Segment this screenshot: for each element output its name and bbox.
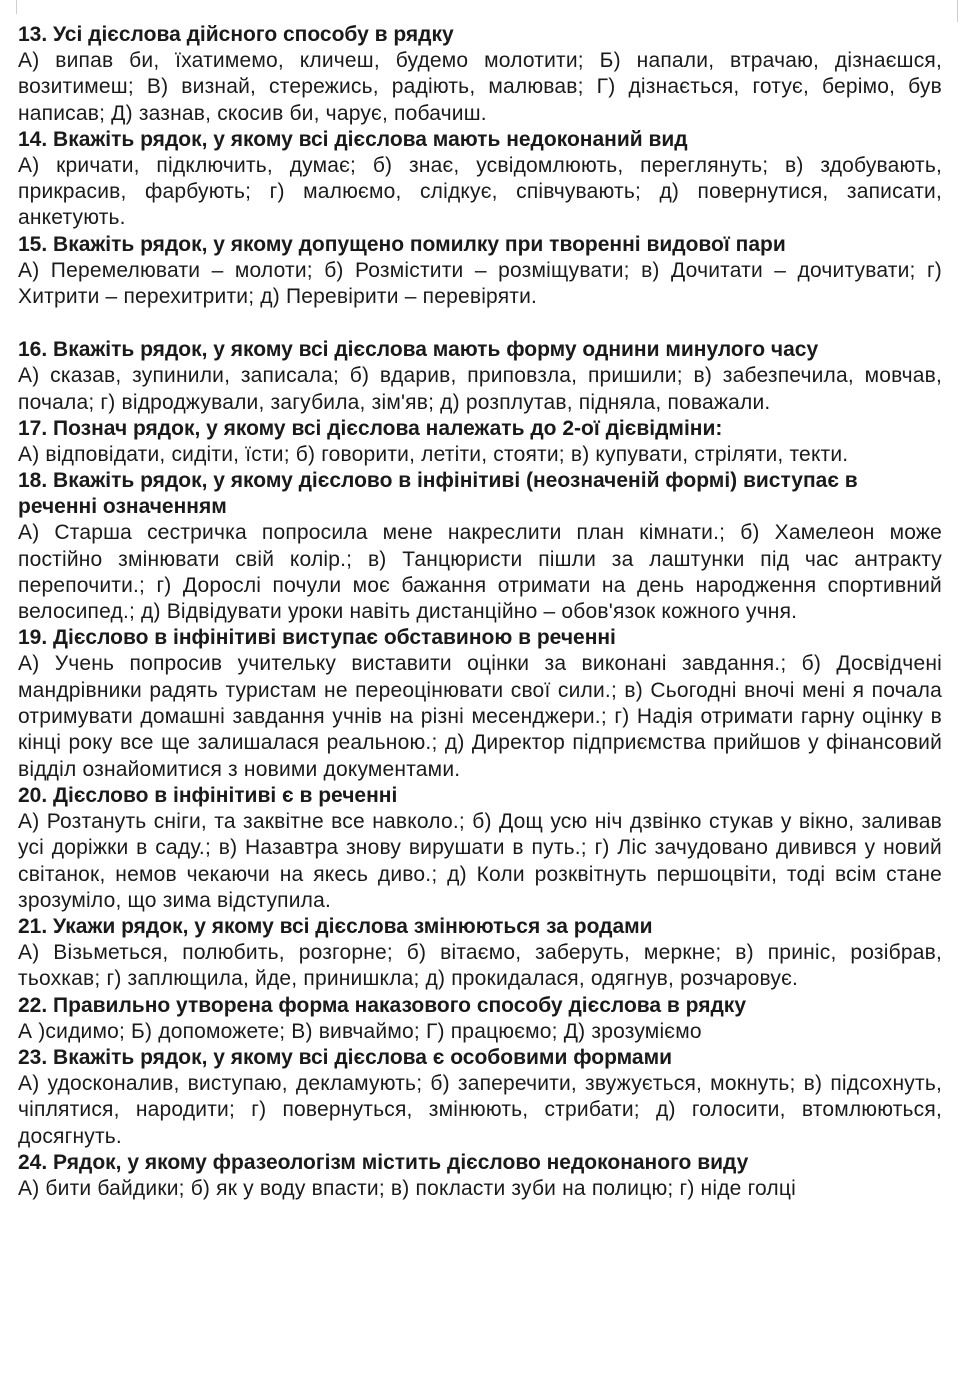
- question-16: [18, 337, 942, 416]
- question-24: [18, 1150, 942, 1202]
- question-title: 13. Усі дієслова дійсного способу в рядку: [18, 23, 454, 46]
- question-options: А) Перемелювати – молоти; б) Розмістити – розміщувати; в) Дочитати – дочитувати; г) Хитрити – перехитрити; д) Перевірити – перевіряти.: [18, 258, 942, 309]
- question-title: 17. Познач рядок, у якому всі дієслова належать до 2-ої дієвідміни:: [18, 416, 723, 440]
- question-17: [18, 416, 942, 468]
- page-corner-left: [0, 0, 17, 14]
- question-options: А) Візьметься, полюбить, розгорне; б) вітаємо, заберуть, меркне; в) приніс, розібрав, тьохкав; г) заплющила, йде, принишкла; д) прокидалася, одягнув, розчаровує.: [18, 941, 942, 991]
- question-22: [18, 993, 942, 1045]
- question-title: 15. Вкажіть рядок, у якому допущено помилку при творенні видової пари: [18, 232, 786, 256]
- question-title: 21. Укажи рядок, у якому всі дієслова змінюються за родами: [18, 915, 653, 939]
- question-21: [18, 914, 942, 993]
- page-corner-right: [957, 0, 976, 22]
- question-title: 18. Вкажіть рядок, у якому дієслово в інфінітиві (неозначеній формі) виступає в реченні означенням: [18, 469, 858, 519]
- question-options: А) бити байдики; б) як у воду впасти; в) покласти зуби на полицю; г) ніде голці: [18, 1176, 796, 1200]
- question-title: 20. Дієслово в інфінітиві є в реченні: [18, 783, 398, 807]
- question-options: А) сказав, зупинили, записала; б) вдарив, приповзла, пришили; в) забезпечила, мовчав, почала; г) відроджували, загубила, зім'яв; д) розплутав, підняла, поважали.: [18, 364, 942, 414]
- question-title: 23. Вкажіть рядок, у якому всі дієслова є особовими формами: [18, 1046, 673, 1070]
- question-20: [18, 783, 942, 914]
- question-title: 22. Правильно утворена форма наказового способу дієслова в рядку: [18, 993, 746, 1017]
- question-15: [18, 232, 942, 311]
- question-14: [18, 127, 942, 232]
- question-options: А) Учень попросив учительку виставити оцінки за виконані завдання.; б) Досвідчені мандрівники радять туристам не переоцінювати свої сили.; в) Сьогодні вночі мені я почала отримувати домашні завдання учнів на різні месенджери.; г) Надія отримати гарну оцінку в кінці року все ще залишалася реальною.; д) Директор підприємства прийшов у фінансовий відділ ознайомитися з новими документами.: [18, 652, 942, 781]
- question-19: [18, 625, 942, 782]
- question-options: А) Розтануть сніги, та заквітне все навколо.; б) Дощ усю ніч дзвінко стукав у вікно, заливав усі доріжки в саду.; в) Назавтра знову вирушати в путь.; г) Ліс зачудовано дивився у новий світанок, немов чекаючи на якесь диво.; д) Коли розквітнуть першоцвіти, тоді всім стане зрозуміло, що зима відступила.: [18, 809, 942, 912]
- question-13: [18, 22, 942, 127]
- question-23: [18, 1045, 942, 1150]
- question-title: 19. Дієслово в інфінітиві виступає обставиною в реченні: [18, 626, 616, 650]
- question-options: А) кричати, підключить, думає; б) знає, усвідомлюють, переглянуть; в) здобувають, прикрасив, фарбують; г) малюємо, слідкує, співчувають; д) повернутися, записати, анкетують.: [18, 153, 942, 230]
- question-title: 14. Вкажіть рядок, у якому всі дієслова мають недоконаний вид: [18, 127, 688, 151]
- question-18: [18, 468, 942, 625]
- question-options: А) випав би, їхатимемо, кличеш, будемо молотити; Б) напали, втрачаю, дізнаєшся, возитимеш; В) визнай, стережись, радіють, малював; Г) дізнається, готує, берімо, був написав; Д) зазнав, скосив би, чарує, побачиш.: [18, 49, 942, 125]
- question-title: 24. Рядок, у якому фразеологізм містить дієслово недоконаного виду: [18, 1150, 749, 1174]
- document-page: [18, 22, 942, 1202]
- blank-line: [18, 310, 942, 337]
- question-options: А) відповідати, сидіти, їсти; б) говорити, летіти, стояти; в) купувати, стріляти, текти.: [18, 442, 849, 466]
- question-options: А )сидимо; Б) допоможете; В) вивчаймо; Г) працюємо; Д) зрозуміємо: [18, 1019, 702, 1043]
- question-options: А) удосконалив, виступаю, декламують; б) заперечити, звужується, мокнуть; в) підсохнуть, чіплятися, народити; г) повернуться, змінюють, стрибати; д) голосити, втомлюються, досягнуть.: [18, 1072, 942, 1148]
- question-title: 16. Вкажіть рядок, у якому всі дієслова мають форму однини минулого часу: [18, 338, 819, 362]
- question-options: А) Старша сестричка попросила мене накреслити план кімнати.; б) Хамелеон може постійно змінювати свій колір.; в) Танцюристи пішли за лаштунки під час антракту перепочити.; г) Дорослі почули моє бажання отримати на день народження спортивний велосипед.; д) Відвідувати уроки навіть дистанційно – обов'язок кожного учня.: [18, 521, 942, 624]
